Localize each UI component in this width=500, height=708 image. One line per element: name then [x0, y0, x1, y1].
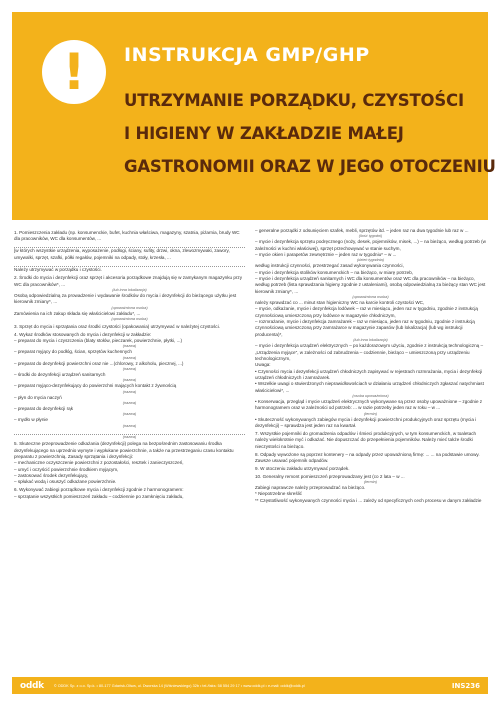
- field-caption: (nazwa): [122, 423, 137, 428]
- instruction-title: [124, 84, 496, 183]
- footer-bar: [12, 677, 488, 694]
- instruction-text: – preparat myjący do podłóg, ścian, sprzętów kuchennych: [14, 349, 132, 355]
- instruction-body: [14, 228, 486, 668]
- instruction-text: [w których wszystkie urządzenia, wyposażenie, podłogi, ściany, sufity, drzwi, okna, zlewozmywaki, zawory, umywalki, sprzęt, szafki, półki regałów, pojemniki na odpady, stoły, krzesła, ...: [14, 248, 230, 260]
- header-banner: [12, 12, 496, 220]
- instruction-text: 3. Sprzęt do mycia i sprzątania oraz środki czystości (opakowania) utrzymywać w należytej czystości.: [14, 323, 221, 329]
- instruction-text: – mycie i dezynfekcja stolików konsumenckich – na bieżąco, w miarę potrzeb,: [255, 269, 414, 275]
- instruction-text: Zabiegi naprawcze należy przeprowadzać na bieżąco.: [255, 485, 366, 491]
- publisher-info: © ODDK Sp. z o.o. Sp.k. • 80-177 Gdańsk-Oliwa, ul. Dworska 14 (Wiśniewskiego) 32b • tel./faks: 58 554 29 17 • www.oddk.pl • e-mail: oddk@oddk.pl: [53, 683, 305, 688]
- instruction-text: Osobą odpowiedzialną za prowadzenie i wydawanie środków do mycia i dezynfekcji do bieżącego użytku jest kierownik zmiany*, ...: [14, 292, 237, 305]
- left-column: [14, 228, 245, 668]
- instruction-text: – mycie i dezynfekcja urządzeń elektrycznych – po każdorazowym użyciu, zgodnie z instrukcją technologiczną – „Urządzenia myjące", w zależności od zabrudzenia – codziennie, bieżąco – umieszczoną przy urządzeniu technologicznym,: [255, 343, 484, 361]
- field-caption: (lub inna lokalizacja): [353, 338, 388, 343]
- instruction-text: 6. Wykonywać zabiegi porządkowe mycia i dezynfekcji zgodnie z harmonogramem:: [14, 487, 184, 493]
- instruction-text: – preparat myjąco-dezynfekujący do powierzchni mających kontakt z żywnością: [14, 383, 177, 389]
- field-caption: (nazwa): [122, 378, 137, 383]
- instruction-text: – mechaniczne oczyszczenie powierzchni z pozostałości, resztek i zanieczyszczeń,: [14, 460, 184, 466]
- instruction-text: – umyć i oczyścić powierzchnie środkiem myjącym,: [14, 466, 119, 472]
- field-caption: (nazwa): [122, 355, 137, 360]
- instruction-subtitle: INSTRUKCJA GMP/GHP: [124, 44, 370, 66]
- instruction-text: – płyn do mycia naczyń: [14, 394, 62, 400]
- field-caption: (termin): [363, 411, 378, 416]
- instruction-text: – środki do dezynfekcji urządzeń sanitarnych: [14, 371, 106, 377]
- instruction-text: – rozmrażanie, mycie i dezynfekcja zamrażarek – raz w miesiącu, jeden raz w tygodniu, zgodnie z instrukcją czynnościową umieszczoną przy zamrażarce w magazynie zapasów (lub lokalizacja) (lub wg instrukcji producenta)*,: [255, 319, 475, 337]
- instruction-text: – spłukać wodą i osuszyć odkażane powierzchnie.: [14, 479, 117, 485]
- instruction-text: – sprzątanie wszystkich pomieszczeń zakładu – codziennie po zamknięciu zakładu,: [14, 493, 184, 499]
- field-caption: (nazwa): [122, 400, 137, 405]
- instruction-text: – mycie, odkażanie, mycie i dezynfekcja lodówek – raz w miesiącu, jeden raz w tygodniu, zgodnie z instrukcją czynnościową umieszczoną przy lodówce w magazynie chłodniczym,: [255, 306, 478, 318]
- field-caption: (nazwa): [122, 366, 137, 371]
- instruction-text: Uwaga:: [255, 362, 271, 368]
- instruction-text: Zamówienia na ich zakup składa się właścicielowi zakładu*, ...: [14, 310, 141, 316]
- publisher-logo: oddk: [20, 680, 44, 691]
- instruction-text: – preparat do dezynfekcji rąk: [14, 405, 73, 411]
- instruction-text: 7. Wszystkie pojemniki do gromadzenia odpadów i śmieci produkcyjnych, w tym konsumenckich, w toaletach należy wielokrotnie myć i odkażać. Nie dopuszczać do przepełnienia pojemników. Należy mieć także środki nieczystości na bieżąco.: [255, 430, 477, 449]
- field-caption: (osoba upoważniona): [352, 393, 389, 398]
- document-code: INS236: [451, 681, 480, 690]
- instruction-text: 5. Skuteczne przeprowadzenie odkażania (dezynfekcji) polega na bezpośrednim zastosowaniu środka dezynfekującego na uprzednio wymyte i wypłukane powierzchnie, a także na przestrzeganiu czasu kontaktu preparatu z powierzchnią. Zasady sprzątania i dezynfekcji:: [14, 441, 234, 460]
- field-caption: (ilość tygodni): [358, 234, 383, 239]
- instruction-text: – zastosować środek dezynfekujący,: [14, 473, 89, 479]
- field-caption: (nazwa): [122, 344, 137, 349]
- instruction-text: 4. Wykaz środków stosowanych do mycia i dezynfekcji w zakładzie:: [14, 331, 152, 337]
- instruction-text: * Niepotrzebne skreślić: [255, 491, 302, 497]
- field-caption: (termin): [363, 480, 378, 485]
- instruction-text: – mycie i dezynfekcja sprzętu podręcznego (noży, desek, pojemników, misek, ...) – na bieżąco, według potrzeb (w zależności w kuchni właściwej), sprzęt przechowywać w stanie suchym,: [255, 239, 486, 251]
- instruction-text: • Skuteczność wykonywanych zabiegów mycia i dezynfekcji powierzchni produkcyjnych oraz sprzętu (mycia i dezynfekcji) – sprawdza jest jeden raz na kwartał.: [255, 416, 477, 428]
- field-caption: (nazwa): [122, 412, 137, 417]
- instruction-text: • Konserwacja, przegląd i mycie urządzeń elektrycznych wykonywane są przez osoby upoważnione – zgodnie z harmonogramem oraz w zależności od potrzeb: ... w razie potrzeby jeden raz w roku – w ...: [255, 398, 483, 411]
- right-column: [255, 228, 486, 668]
- title-line: UTRZYMANIE PORZĄDKU, CZYSTOŚCI: [124, 91, 464, 110]
- instruction-text: należy sprawdzać co ... minut stan higieniczny WC na karcie kontroli czystości WC,: [255, 300, 425, 306]
- field-caption: (upoważniona osoba): [352, 295, 389, 300]
- instruction-text: – preparat do mycia i czyszczenia (blaty stołów, pieczarek, powierzchnie, płytki, ...): [14, 337, 182, 343]
- field-caption: (upoważniona osoba): [111, 317, 148, 321]
- instruction-text: • Czynności mycia i dezynfekcji urządzeń chłodniczych zapisywać w rejestrach rozmrażania, mycia i dezynfekcji urządzeń chłodniczych i zamrażarek.: [255, 368, 483, 380]
- instruction-text: – mycie i dezynfekcja urządzeń sanitarnych i WC dla konsumentów oraz WC dla pracowników – na bieżąco, według potrzeb (lista sprawdzania higieny zgodnie z ustaleniami), osobą odpowiedzialną za bieżący stan WC jest kierownik zmiany*, ...: [255, 276, 486, 294]
- title-line: GASTRONOMII ORAZ W JEGO OTOCZENIU: [124, 157, 496, 176]
- field-caption: (dzień tygodnia): [356, 258, 385, 263]
- instruction-text: – generalne porządki z odsunięciem szafek, mebli, sprzętów itd. – jeden raz na dwa tygodnie lub raz w ...: [255, 228, 469, 233]
- exclamation-warning-icon: !: [42, 40, 106, 104]
- instruction-text: 2. Środki do mycia i dezynfekcji oraz sprzęt i akcesoria porządkowe znajdują się w zamykanym magazynku przy WC dla pracowników*, ...: [14, 275, 242, 287]
- field-caption: (lub inna lokalizacja): [112, 287, 147, 292]
- field-caption: (nazwa): [122, 434, 137, 439]
- field-caption: (nazwa): [122, 389, 137, 394]
- instruction-text: 10. Generalny remont pomieszczeń przeprowadzany jest (co 2 lata – w ...: [255, 473, 405, 479]
- instruction-text: 9. W otoczeniu zakładu utrzymywać porządek.: [255, 465, 350, 471]
- instruction-text: ** Częstotliwość wykonywanych czynności mycia i ... zależy od specyficznych cech procesu w danym zakładzie: [255, 497, 482, 503]
- instruction-text: według instrukcji czynności, przestrzegać zasad wykonywania czynności,: [255, 263, 404, 269]
- instruction-text: – preparat do dezynfekcji powierzchni oraz nie ...(chlorowy, z alkoholu, piecznej, ...): [14, 360, 184, 366]
- instruction-text: • Wszelkie uwagi o stwierdzonych nieprawidłowościach w działaniu urządzeń chłodniczych zgłaszać natychmiast właścicielowi*, ...: [255, 381, 484, 393]
- instruction-text: 8. Odpady wywożone są poprzez kontenery – na odpady przez upoważnioną firmę: ... ... na podstawie umowy. Zawsze usuwać pojemnik odpadów.: [255, 451, 480, 463]
- instruction-text: – mycie okien i parapetów zewnętrznie – jeden raz w tygodniu* – w ...: [255, 252, 397, 258]
- field-caption: (upoważniona osoba): [111, 305, 148, 310]
- instruction-text: – mydło w płynie: [14, 417, 48, 423]
- instruction-text: Należy utrzymywać w porządku i czystości.: [14, 267, 102, 273]
- title-line: I HIGIENY W ZAKŁADZIE MAŁEJ: [124, 124, 404, 143]
- instruction-text: 1. Pomieszczenia zakładu (np. konsumenckie, bufet, kuchnia właściwa, magazyny, szatnia, piżarnia, brudy WC dla pracowników, WC dla konsumentów, ...: [14, 229, 240, 241]
